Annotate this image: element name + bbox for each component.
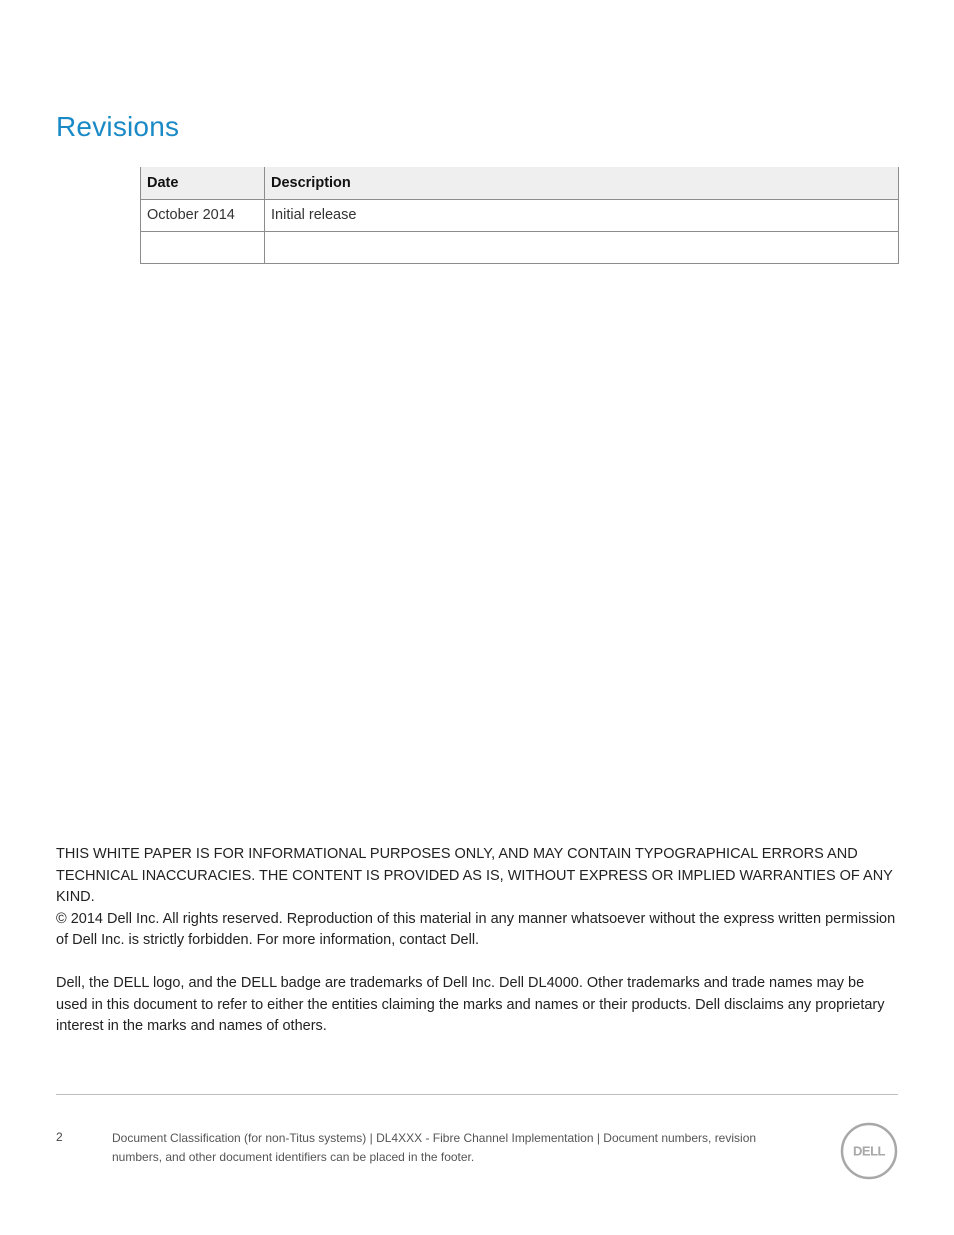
table-row	[141, 199, 899, 231]
page-number: 2	[56, 1130, 63, 1144]
footer-divider	[56, 1094, 898, 1095]
warranty-paragraph: THIS WHITE PAPER IS FOR INFORMATIONAL PURPOSES ONLY, AND MAY CONTAIN TYPOGRAPHICAL ERRORS AND TECHNICAL INACCURACIES. THE CONTENT IS PROVIDED AS IS, WITHOUT EXPRESS OR IMPLIED WARRANTIES OF ANY KIND.	[56, 846, 893, 905]
dell-logo-icon	[840, 1122, 898, 1180]
legal-disclaimer	[56, 844, 898, 1038]
section-heading: Revisions	[56, 111, 180, 142]
column-header-date: Date	[141, 167, 265, 199]
table-header-row	[141, 167, 899, 199]
trademarks-paragraph: Dell, the DELL logo, and the DELL badge are trademarks of Dell Inc. Dell DL4000. Other trademarks and trade names may be used in this document to refer to either the entities claiming the marks and names or their products. Dell disclaims any proprietary interest in the marks and names of others.	[56, 975, 885, 1034]
svg-text:DELL: DELL	[853, 1143, 885, 1159]
paragraph-spacer	[56, 952, 898, 974]
footer-text	[112, 1129, 772, 1167]
revisions-table	[140, 167, 899, 264]
table-row	[141, 231, 899, 263]
copyright-paragraph: © 2014 Dell Inc. All rights reserved. Reproduction of this material in any manner whatsoever without the express written permission of Dell Inc. is strictly forbidden. For more information, contact Dell.	[56, 910, 896, 948]
table-cell-date	[141, 231, 265, 263]
table-cell-description: Initial release	[265, 199, 899, 231]
column-header-description: Description	[265, 167, 899, 199]
table-cell-date: October 2014	[141, 199, 265, 231]
table-cell-description	[265, 231, 899, 263]
footer-description: Document Classification (for non-Titus systems) | DL4XXX - Fibre Channel Implementation | Document numbers, revision numbers, and other document identifiers can be placed in the footer.	[112, 1131, 757, 1164]
